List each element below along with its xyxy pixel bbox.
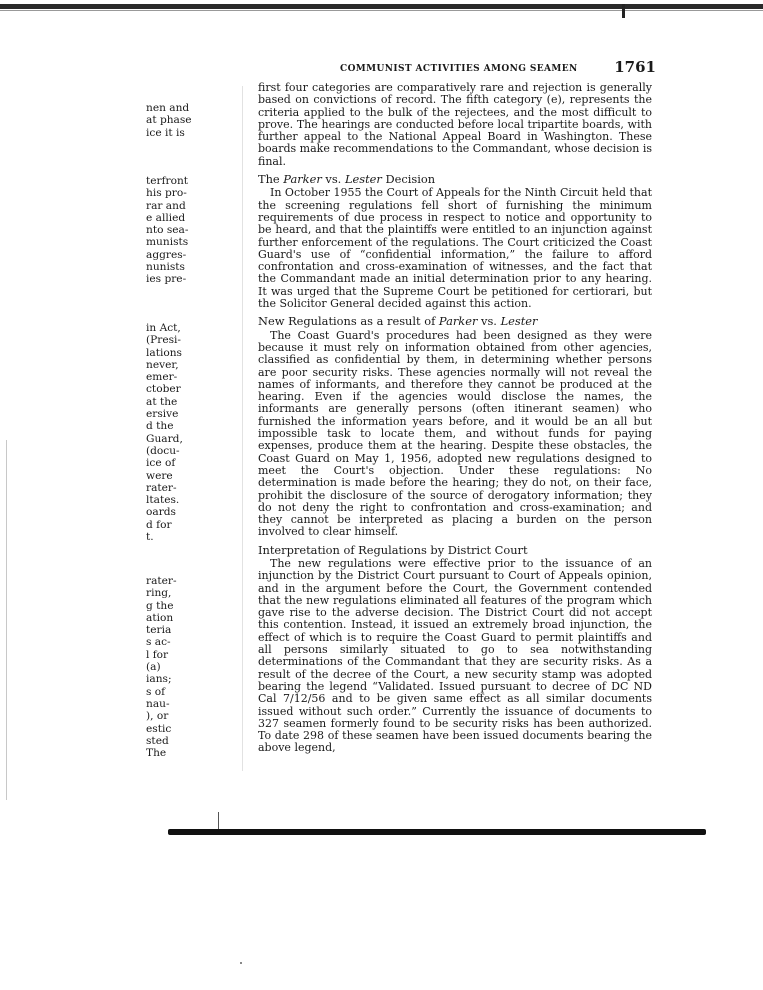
heading-parker-vs-lester-decision: [258, 173, 652, 185]
heading-italic-parker: Parker: [438, 314, 478, 329]
heading-text: vs.: [321, 172, 345, 187]
margin-line: lations: [146, 346, 182, 359]
facing-page-fragment-4: [146, 575, 196, 759]
margin-line: estic: [146, 722, 172, 735]
margin-line: munists: [146, 236, 189, 249]
heading-text: New Regulations as a result of: [258, 314, 439, 329]
margin-line: ltates.: [146, 494, 180, 507]
margin-line: in Act,: [146, 322, 181, 334]
margin-line: ctober: [146, 383, 181, 396]
facing-page-fragment-3: [146, 322, 196, 543]
margin-line: The: [146, 747, 167, 760]
margin-line: sted: [146, 734, 169, 747]
page-number: 1761: [614, 58, 656, 76]
margin-line: l for: [146, 648, 169, 661]
gutter-shadow: [242, 86, 243, 771]
margin-line: d the: [146, 420, 174, 433]
paragraph-district-court: The new regulations were effective prior to the issuance of an injunction by the District Court pursuant to Court of Appeals opinion, and in the argument before the Court, the Government contended that the new regulations eliminated all features of the program which gave rise to the adverse decision. The District Court did not accept this contention. Instead, it issued an extremely broad injunction, the effect of which is to require the Coast Guard to permit plaintiffs and all persons similarly situated to go to sea notwithstanding determinations of the Commandant that they are security risks. As a result of the decree of the Court, a new security stamp was adopted bearing the legend “Validated. Issued pursuant to decree of DC ND Cal 7/12/56 and to be given same effect as all similar documents issued without such order.” Currently the issuance of documents to 327 seamen formerly found to be security risks has been authorized. To date 298 of these seamen have been issued documents bearing the above legend,: [258, 556, 652, 755]
margin-line: nau-: [146, 697, 170, 710]
margin-line: ation: [146, 611, 174, 624]
heading-text: vs.: [477, 314, 501, 329]
margin-line: ies pre-: [146, 273, 187, 286]
heading-italic-parker: Parker: [283, 172, 322, 187]
paragraph-categories: first four categories are comparatively rare and rejection is generally based on convictions of record. The fifth category (e), represents the criteria applied to the bulk of the rejectees, and the most difficult to prove. The hearings are conducted before local tripartite boards, with further appeal to the National Appeal Board in Washington. These boards make recommendations to the Commandant, whose decision is final.: [258, 81, 652, 168]
scan-bottom-border: [168, 829, 706, 835]
margin-line: emer-: [146, 371, 178, 384]
scan-left-edge: [6, 440, 7, 800]
heading-text: The: [258, 172, 284, 187]
margin-line: aggres-: [146, 248, 187, 261]
heading-italic-lester: Lester: [500, 314, 538, 329]
margin-line: s of: [146, 685, 166, 698]
margin-line: (Presi-: [146, 334, 181, 347]
margin-line: ians;: [146, 673, 172, 686]
heading-new-regulations: [258, 315, 652, 327]
margin-line: e allied: [146, 211, 186, 224]
scan-top-border: [0, 4, 763, 9]
margin-line: s ac-: [146, 636, 171, 649]
facing-page-fragment-2: [146, 175, 196, 286]
heading-text: Decision: [381, 172, 436, 187]
paragraph-coast-guard-procedures: The Coast Guard's procedures had been designed as they were because it must rely on information obtained from other agencies, classified as confidential by them, in determining whether persons are poor security risks. These agencies normally will not reveal the names of informants, and therefore they cannot be produced at the hearing. Even if the agencies would disclose the names, the informants are generally persons (often itinerant seamen) who furnished the information years before, and it would be an all but impossible task to locate them, and without funds for paying expenses, produce them at the hearing. Despite these obstacles, the Coast Guard on May 1, 1956, adopted new regulations designed to meet the Court's objection. Under these regulations: No determination is made before the hearing; they do not, on their face, prohibit the disclosure of the source of derogatory information; they do not deny the right to confrontation and cross-examination; and they cannot be interpreted as placing a burden on the person involved to clear himself.: [258, 328, 652, 539]
margin-line: nto sea-: [146, 224, 189, 237]
margin-line: nunists: [146, 261, 185, 274]
margin-line: teria: [146, 624, 172, 637]
margin-line: ice it is: [146, 126, 185, 139]
margin-line: ring,: [146, 587, 172, 600]
margin-line: (a): [146, 661, 161, 674]
scan-top-mark: [622, 4, 625, 18]
margin-line: never,: [146, 358, 179, 371]
scan-speck: [240, 962, 242, 964]
scan-top-border-thin: [0, 10, 763, 11]
margin-line: rater-: [146, 481, 177, 494]
margin-line: (docu-: [146, 444, 180, 457]
heading-italic-lester: Lester: [344, 172, 382, 187]
margin-line: ), or: [146, 710, 169, 723]
margin-line: rater-: [146, 575, 177, 587]
margin-line: ice of: [146, 457, 176, 470]
running-head: COMMUNIST ACTIVITIES AMONG SEAMEN: [340, 64, 578, 74]
margin-line: g the: [146, 599, 174, 612]
margin-line: at the: [146, 395, 178, 408]
margin-line: Guard,: [146, 432, 183, 445]
margin-line: oards: [146, 506, 176, 519]
paragraph-court-of-appeals: In October 1955 the Court of Appeals for the Ninth Circuit held that the screening regulations fell short of furnishing the minimum requirements of due process in respect to notice and opportunity to be heard, and that the plaintiffs were entitled to an injunction against further enforcement of the regulations. The Court criticized the Coast Guard's use of “confidential information,” the failure to afford confrontation and cross-examination of witnesses, and the fact that the Commandant made an initial determination prior to any hearing. It was urged that the Supreme Court be petitioned for certiorari, but the Solicitor General decided against this action.: [258, 186, 652, 311]
margin-line: d for: [146, 518, 172, 531]
margin-line: were: [146, 469, 173, 482]
margin-line: rar and: [146, 199, 186, 212]
page-header: [340, 60, 660, 82]
facing-page-fragment-1: [146, 102, 196, 139]
margin-line: t.: [146, 531, 154, 544]
margin-line: terfront: [146, 175, 189, 187]
margin-line: at phase: [146, 114, 192, 127]
margin-line: his pro-: [146, 187, 187, 200]
margin-line: ersive: [146, 408, 179, 421]
main-text-column: [258, 82, 652, 755]
heading-interpretation-district-court: Interpretation of Regulations by District Court: [258, 542, 528, 557]
margin-line: nen and: [146, 102, 190, 114]
